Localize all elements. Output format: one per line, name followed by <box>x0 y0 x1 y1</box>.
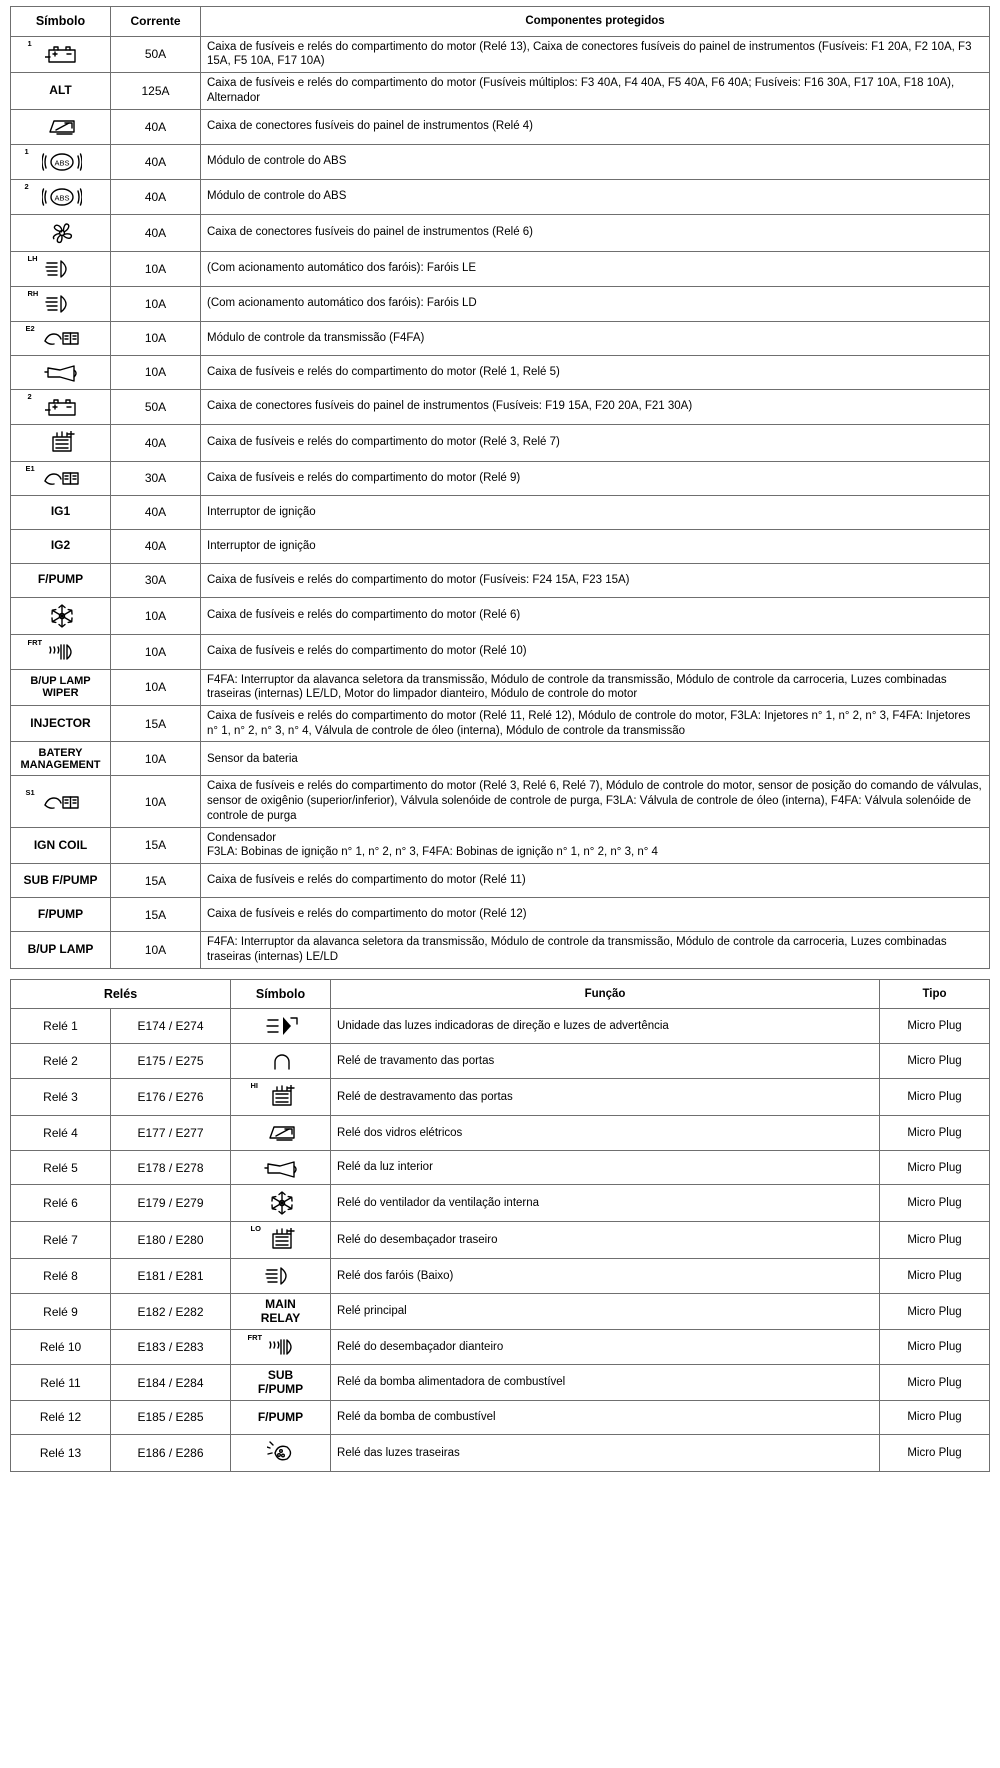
symbol-label: IGN COIL <box>33 837 88 852</box>
relay-type: Micro Plug <box>880 1116 990 1151</box>
col-header-relays: Relés <box>11 979 231 1009</box>
table-row <box>11 634 990 669</box>
ac-snowflake-icon <box>231 1185 331 1222</box>
icon-wrapper <box>259 1048 303 1074</box>
relay-function: Relé da luz interior <box>331 1151 880 1185</box>
table-row <box>11 1079 990 1116</box>
relay-name: Relé 11 <box>11 1365 111 1401</box>
rear-defogger-icon <box>48 431 76 455</box>
fuse-description: Interruptor de ignição <box>201 495 990 529</box>
col-header-function: Função <box>331 979 880 1009</box>
symbol-label: B/UP LAMP <box>27 942 94 957</box>
table-row <box>11 495 990 529</box>
fuse-current: 15A <box>111 706 201 742</box>
relay-type: Micro Plug <box>880 1044 990 1079</box>
power-window-icon <box>11 109 111 144</box>
table-row <box>11 563 990 597</box>
fuse-description: Caixa de fusíveis e relés do compartimento do motor (Fusíveis: F24 15A, F23 15A) <box>201 563 990 597</box>
relay-code: E185 / E285 <box>111 1400 231 1434</box>
relay-code: E182 / E282 <box>111 1294 231 1330</box>
relay-name: Relé 4 <box>11 1116 111 1151</box>
relay-code: E174 / E274 <box>111 1009 231 1044</box>
symbol-text <box>11 864 111 898</box>
fuse-description: Caixa de fusíveis e relés do compartimento do motor (Relé 10) <box>201 634 990 669</box>
rear-defogger-icon <box>11 424 111 461</box>
relay-type: Micro Plug <box>880 1151 990 1185</box>
relay-table-body <box>11 1009 990 1472</box>
relay-name: Relé 12 <box>11 1400 111 1434</box>
symbol-text <box>231 1400 331 1434</box>
battery-icon <box>45 396 79 418</box>
relay-function: Relé de travamento das portas <box>331 1044 880 1079</box>
relay-function: Relé principal <box>331 1294 880 1330</box>
battery-icon <box>11 36 111 72</box>
symbol-text <box>11 529 111 563</box>
fuse-current: 40A <box>111 529 201 563</box>
tail-lamp-icon <box>267 1441 297 1465</box>
symbol-label: F/PUMP <box>37 572 84 587</box>
table-row <box>11 389 990 424</box>
table-row <box>11 144 990 179</box>
fuse-description: Interruptor de ignição <box>201 529 990 563</box>
fuse-description: Caixa de fusíveis e relés do compartimento do motor (Relé 6) <box>201 597 990 634</box>
table-row <box>11 742 990 776</box>
icon-wrapper <box>34 360 88 384</box>
abs-icon <box>42 186 82 208</box>
icon-wrapper <box>37 219 85 247</box>
fuse-current: 10A <box>111 597 201 634</box>
turn-signal-hazard-icon <box>231 1009 331 1044</box>
ecu-module-icon <box>11 776 111 827</box>
relay-code: E175 / E275 <box>111 1044 231 1079</box>
door-lock-icon <box>269 1050 295 1072</box>
symbol-superscript: FRT <box>247 1333 263 1343</box>
icon-wrapper <box>255 1120 307 1146</box>
fuse-current: 50A <box>111 389 201 424</box>
symbol-text <box>11 827 111 863</box>
symbol-label: MAIN RELAY <box>260 1297 301 1325</box>
table-row <box>11 321 990 355</box>
col-header-symbol: Símbolo <box>231 979 331 1009</box>
relay-table-head <box>11 979 990 1009</box>
relay-name: Relé 10 <box>11 1330 111 1365</box>
fuse-description: Caixa de fusíveis e relés do compartimento do motor (Relé 9) <box>201 461 990 495</box>
relay-type: Micro Plug <box>880 1400 990 1434</box>
relay-type: Micro Plug <box>880 1185 990 1222</box>
table-row <box>11 214 990 251</box>
icon-wrapper <box>27 39 87 67</box>
icon-wrapper <box>27 253 87 282</box>
fuse-current: 40A <box>111 424 201 461</box>
rear-defogger-icon <box>268 1085 296 1109</box>
table-row <box>11 424 990 461</box>
table-row <box>11 1151 990 1185</box>
ac-snowflake-icon <box>11 597 111 634</box>
fuse-current: 15A <box>111 864 201 898</box>
table-row <box>11 1009 990 1044</box>
symbol-superscript: 1 <box>24 146 29 156</box>
icon-wrapper <box>250 1081 304 1111</box>
door-lock-icon <box>231 1044 331 1079</box>
power-window-icon <box>231 1116 331 1151</box>
table-header-row <box>11 979 990 1009</box>
fuse-description: Caixa de conectores fusíveis do painel de instrumentos (Relé 6) <box>201 214 990 251</box>
symbol-text <box>231 1365 331 1401</box>
rear-defogger-icon <box>268 1228 296 1252</box>
symbol-text <box>11 669 111 705</box>
relay-code: E181 / E281 <box>111 1259 231 1294</box>
relay-function: Relé dos vidros elétricos <box>331 1116 880 1151</box>
relay-type: Micro Plug <box>880 1009 990 1044</box>
fuse-description: F4FA: Interruptor da alavanca seletora da transmissão, Módulo de controle da transmissão, Módulo de controle da carroceria, Luzes combinadas traseiras (internas) LE/LD <box>201 932 990 968</box>
fuse-current: 30A <box>111 563 201 597</box>
relay-function: Relé do desembaçador traseiro <box>331 1222 880 1259</box>
table-row <box>11 597 990 634</box>
relay-function: Relé do desembaçador dianteiro <box>331 1330 880 1365</box>
relay-name: Relé 3 <box>11 1079 111 1116</box>
headlight-icon <box>11 286 111 321</box>
fuse-table <box>10 6 990 969</box>
svg-text:ABS: ABS <box>53 158 70 168</box>
icon-wrapper <box>25 787 89 814</box>
table-row <box>11 36 990 72</box>
table-row <box>11 827 990 863</box>
fuse-current: 10A <box>111 286 201 321</box>
relay-code: E186 / E286 <box>111 1434 231 1471</box>
symbol-superscript: E2 <box>25 324 35 334</box>
table-row <box>11 179 990 214</box>
icon-wrapper <box>25 464 89 490</box>
fuse-current: 10A <box>111 669 201 705</box>
front-defogger-icon <box>11 634 111 669</box>
relay-name: Relé 5 <box>11 1151 111 1185</box>
fuse-description: Módulo de controle do ABS <box>201 179 990 214</box>
relay-name: Relé 13 <box>11 1434 111 1471</box>
fuse-current: 10A <box>111 932 201 968</box>
horn-icon <box>44 362 80 382</box>
relay-code: E176 / E276 <box>111 1079 231 1116</box>
symbol-label: B/UP LAMP WIPER <box>30 675 91 700</box>
fuse-description: F4FA: Interruptor da alavanca seletora da transmissão, Módulo de controle da transmissão, Módulo de controle da carroceria, Luzes combinadas traseiras (internas) LE/LD, Motor do limpador dianteiro, Módulo de controle do motor <box>201 669 990 705</box>
icon-wrapper <box>27 637 85 665</box>
fuse-current: 40A <box>111 144 201 179</box>
icon-wrapper <box>35 114 87 140</box>
headlight-icon <box>265 1265 299 1287</box>
fuse-table-body <box>11 36 990 968</box>
rear-defogger-icon <box>231 1079 331 1116</box>
relay-type: Micro Plug <box>880 1294 990 1330</box>
symbol-text <box>11 706 111 742</box>
relay-code: E180 / E280 <box>111 1222 231 1259</box>
relay-type: Micro Plug <box>880 1079 990 1116</box>
icon-wrapper <box>259 1189 303 1217</box>
fuse-current: 10A <box>111 251 201 286</box>
front-defogger-icon <box>267 1336 297 1358</box>
table-row <box>11 1400 990 1434</box>
fuse-description: Caixa de fusíveis e relés do compartimento do motor (Relé 3, Relé 6, Relé 7), Módulo de controle do motor, sensor de posição do comando de válvulas, sensor de oxigênio (superior/inferior), Válvula solenóide de controle de purga, F3LA: Válvula de controle de óleo (interna), F4FA: Válvula solenóide de controle de purga <box>201 776 990 827</box>
relay-code: E178 / E278 <box>111 1151 231 1185</box>
icon-wrapper <box>27 391 87 420</box>
symbol-superscript: FRT <box>27 637 43 647</box>
relay-code: E179 / E279 <box>111 1185 231 1222</box>
headlight-icon <box>45 293 79 315</box>
fuse-description: Condensador F3LA: Bobinas de ignição n° 1, n° 2, n° 3, F4FA: Bobinas de ignição n° 1, n° 2, n° 3, n° 4 <box>201 827 990 863</box>
battery-icon <box>45 43 79 65</box>
symbol-superscript: HI <box>250 1081 259 1091</box>
relay-code: E183 / E283 <box>111 1330 231 1365</box>
symbol-text <box>11 563 111 597</box>
ac-snowflake-icon <box>49 604 75 628</box>
fuse-current: 15A <box>111 898 201 932</box>
headlight-icon <box>11 251 111 286</box>
relay-function: Unidade das luzes indicadoras de direção e luzes de advertência <box>331 1009 880 1044</box>
fuse-description: Módulo de controle do ABS <box>201 144 990 179</box>
fuse-table-head <box>11 7 990 37</box>
icon-wrapper <box>38 429 84 457</box>
symbol-label: SUB F/PUMP <box>23 872 98 887</box>
fuse-current: 10A <box>111 634 201 669</box>
tail-lamp-icon <box>231 1434 331 1471</box>
symbol-text <box>11 73 111 109</box>
relay-name: Relé 9 <box>11 1294 111 1330</box>
fuse-current: 10A <box>111 355 201 389</box>
fuse-current: 10A <box>111 776 201 827</box>
relay-name: Relé 8 <box>11 1259 111 1294</box>
icon-wrapper <box>257 1439 305 1467</box>
table-row <box>11 251 990 286</box>
fuse-current: 30A <box>111 461 201 495</box>
battery-icon <box>11 389 111 424</box>
fuse-current: 50A <box>111 36 201 72</box>
turn-signal-hazard-icon <box>265 1015 299 1037</box>
table-header-row <box>11 7 990 37</box>
table-row <box>11 1185 990 1222</box>
symbol-superscript: RH <box>27 288 39 298</box>
icon-wrapper <box>25 324 89 350</box>
icon-wrapper <box>247 1333 305 1360</box>
symbol-text <box>11 898 111 932</box>
fuse-description: Caixa de fusíveis e relés do compartimento do motor (Relé 1, Relé 5) <box>201 355 990 389</box>
fuse-description: Caixa de fusíveis e relés do compartimento do motor (Fusíveis múltiplos: F3 40A, F4 40A, F5 40A, F6 40A; Fusíveis: F16 30A, F17 10A, F18 10A), Alternador <box>201 73 990 109</box>
relay-function: Relé da bomba alimentadora de combustível <box>331 1365 880 1401</box>
fuse-current: 40A <box>111 495 201 529</box>
icon-wrapper <box>27 288 87 317</box>
col-header-type: Tipo <box>880 979 990 1009</box>
svg-text:ABS: ABS <box>53 193 70 203</box>
symbol-label: ALT <box>49 83 72 98</box>
fuse-description: Caixa de conectores fusíveis do painel de instrumentos (Fusíveis: F19 15A, F20 20A, F21 30A) <box>201 389 990 424</box>
fuse-description: Caixa de fusíveis e relés do compartimento do motor (Relé 12) <box>201 898 990 932</box>
symbol-superscript: LO <box>250 1224 261 1234</box>
fuse-description: Caixa de fusíveis e relés do compartimento do motor (Relé 11, Relé 12), Módulo de controle do motor, F3LA: Injetores n° 1, n° 2, n° 3, F4FA: Injetores n° 1, n° 2, n° 3, n° 4, Válvula de controle de óleo (interna), Módulo de controle da transmissão <box>201 706 990 742</box>
relay-name: Relé 7 <box>11 1222 111 1259</box>
fuse-current: 10A <box>111 321 201 355</box>
symbol-label: F/PUMP <box>37 906 84 921</box>
symbol-text <box>11 742 111 776</box>
front-defogger-icon <box>47 641 77 663</box>
relay-table <box>10 979 990 1472</box>
table-row <box>11 286 990 321</box>
table-row <box>11 1259 990 1294</box>
relay-function: Relé de destravamento das portas <box>331 1079 880 1116</box>
relay-type: Micro Plug <box>880 1330 990 1365</box>
ecu-module-icon <box>11 321 111 355</box>
relay-function: Relé da bomba de combustível <box>331 1400 880 1434</box>
table-row <box>11 898 990 932</box>
symbol-label: INJECTOR <box>30 716 91 731</box>
col-header-components: Componentes protegidos <box>201 7 990 37</box>
power-window-icon <box>45 116 79 138</box>
table-row <box>11 355 990 389</box>
fuse-current: 40A <box>111 109 201 144</box>
symbol-label: IG2 <box>50 538 71 553</box>
col-header-symbol: Símbolo <box>11 7 111 37</box>
power-window-icon <box>265 1122 299 1144</box>
symbol-superscript: 2 <box>27 391 32 401</box>
rear-defogger-icon <box>231 1222 331 1259</box>
ecu-module-icon <box>11 461 111 495</box>
symbol-superscript: 1 <box>27 39 32 49</box>
fuse-description: (Com acionamento automático dos faróis): Faróis LD <box>201 286 990 321</box>
table-row <box>11 109 990 144</box>
table-row <box>11 1434 990 1471</box>
relay-code: E184 / E284 <box>111 1365 231 1401</box>
relay-code: E177 / E277 <box>111 1116 231 1151</box>
ecu-module-icon <box>43 328 81 348</box>
table-row <box>11 529 990 563</box>
fuse-current: 10A <box>111 742 201 776</box>
icon-wrapper <box>24 181 90 210</box>
table-row <box>11 776 990 827</box>
table-row <box>11 669 990 705</box>
blower-fan-icon <box>11 214 111 251</box>
fuse-description: (Com acionamento automático dos faróis): Faróis LE <box>201 251 990 286</box>
icon-wrapper <box>255 1013 307 1039</box>
table-row <box>11 1116 990 1151</box>
table-row <box>11 1330 990 1365</box>
symbol-label: BATERY MANAGEMENT <box>20 746 101 771</box>
fuse-description: Caixa de conectores fusíveis do painel de instrumentos (Relé 4) <box>201 109 990 144</box>
ecu-module-icon <box>43 468 81 488</box>
horn-icon <box>231 1151 331 1185</box>
symbol-superscript: 2 <box>24 181 29 191</box>
headlight-icon <box>45 258 79 280</box>
abs-icon <box>42 151 82 173</box>
relay-type: Micro Plug <box>880 1259 990 1294</box>
relay-type: Micro Plug <box>880 1365 990 1401</box>
relay-type: Micro Plug <box>880 1222 990 1259</box>
abs-icon <box>11 144 111 179</box>
icon-wrapper <box>250 1224 304 1254</box>
symbol-text <box>231 1294 331 1330</box>
fuse-current: 15A <box>111 827 201 863</box>
abs-icon <box>11 179 111 214</box>
symbol-text <box>11 495 111 529</box>
blower-fan-icon <box>47 221 77 245</box>
table-row <box>11 706 990 742</box>
symbol-superscript: LH <box>27 253 38 263</box>
table-row <box>11 864 990 898</box>
horn-icon <box>264 1158 300 1178</box>
fuse-description: Sensor da bateria <box>201 742 990 776</box>
table-row <box>11 461 990 495</box>
horn-icon <box>11 355 111 389</box>
relay-function: Relé dos faróis (Baixo) <box>331 1259 880 1294</box>
symbol-label: IG1 <box>50 504 71 519</box>
fuse-description: Módulo de controle da transmissão (F4FA) <box>201 321 990 355</box>
relay-function: Relé das luzes traseiras <box>331 1434 880 1471</box>
symbol-text <box>11 932 111 968</box>
fuse-description: Caixa de fusíveis e relés do compartimento do motor (Relé 3, Relé 7) <box>201 424 990 461</box>
symbol-label: F/PUMP <box>257 1409 304 1424</box>
ac-snowflake-icon <box>269 1191 295 1215</box>
relay-function: Relé do ventilador da ventilação interna <box>331 1185 880 1222</box>
symbol-label: SUB F/PUMP <box>257 1368 304 1396</box>
icon-wrapper <box>24 146 90 175</box>
fuse-current: 40A <box>111 179 201 214</box>
table-row <box>11 1222 990 1259</box>
icon-wrapper <box>255 1263 307 1289</box>
fuse-description: Caixa de fusíveis e relés do compartimento do motor (Relé 11) <box>201 864 990 898</box>
fuse-description: Caixa de fusíveis e relés do compartimento do motor (Relé 13), Caixa de conectores fusíveis do painel de instrumentos (Fusíveis: F1 20A, F2 10A, F3 15A, F5 10A, F17 10A) <box>201 36 990 72</box>
front-defogger-icon <box>231 1330 331 1365</box>
table-row <box>11 1365 990 1401</box>
relay-name: Relé 2 <box>11 1044 111 1079</box>
table-row <box>11 1044 990 1079</box>
table-row <box>11 1294 990 1330</box>
icon-wrapper <box>39 602 83 630</box>
relay-name: Relé 1 <box>11 1009 111 1044</box>
fuse-current: 40A <box>111 214 201 251</box>
icon-wrapper <box>254 1156 308 1180</box>
col-header-current: Corrente <box>111 7 201 37</box>
relay-name: Relé 6 <box>11 1185 111 1222</box>
relay-type: Micro Plug <box>880 1434 990 1471</box>
fuse-current: 125A <box>111 73 201 109</box>
symbol-superscript: E1 <box>25 464 35 474</box>
ecu-module-icon <box>43 792 81 812</box>
table-row <box>11 932 990 968</box>
symbol-superscript: S1 <box>25 787 35 797</box>
headlight-icon <box>231 1259 331 1294</box>
table-row <box>11 73 990 109</box>
